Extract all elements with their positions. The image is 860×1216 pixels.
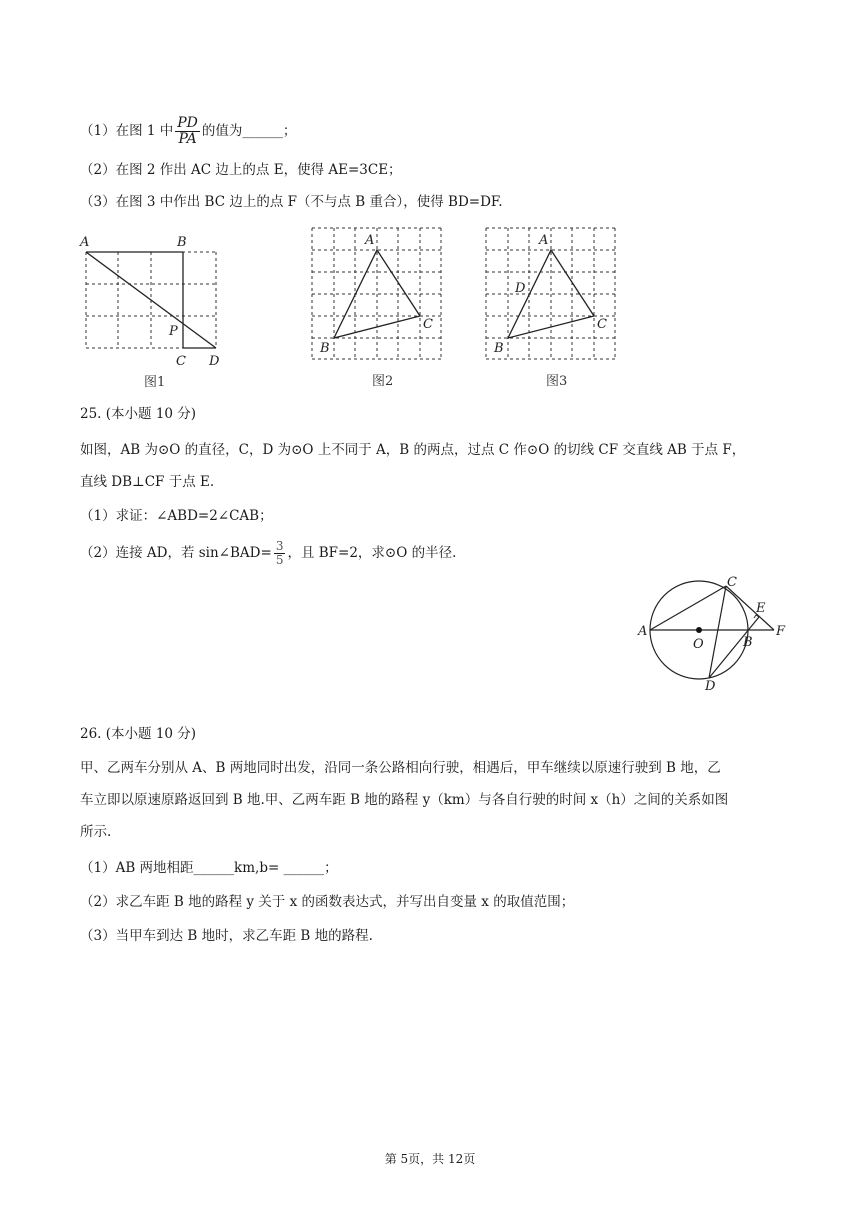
fig2-label-b: B [320, 341, 330, 356]
q25-part1: （1）求证：∠ABD=2∠CAB； [80, 508, 273, 524]
page-footer: 第 5页，共 12页 [384, 1152, 476, 1166]
q26-stem-line1: 甲、乙两车分别从 A、B 两地同时出发，沿同一条公路相向行驶，相遇后，甲车继续以原速行驶到 B 地，乙 [80, 760, 721, 776]
figure-1 [70, 228, 240, 402]
fig3-label-b: B [494, 341, 504, 356]
fig1-label-p: P [169, 324, 178, 339]
fig1-label-c: C [176, 354, 186, 369]
q26-part2: （2）求乙车距 B 地的路程 y 关于 x 的函数表达式，并写出自变量 x 的取值范围； [80, 894, 575, 910]
q26-stem-line2: 车立即以原速原路返回到 B 地.甲、乙两车距 B 地的路程 y（km）与各自行驶的时间 x（h）之间的关系如图 [80, 792, 729, 808]
q25-stem-line1: 如图，AB 为⊙O 的直径，C，D 为⊙O 上不同于 A，B 的两点，过点 C 作⊙O 的切线 CF 交直线 AB 于点 F， [80, 442, 746, 458]
circle-label-e: E [756, 601, 766, 616]
fig1-label-d: D [209, 354, 220, 369]
fig2-caption: 图2 [372, 374, 394, 389]
fig1-label-b: B [177, 235, 187, 250]
q26-heading: 26. (本小题 10 分) [80, 726, 197, 742]
fig3-label-c: C [597, 317, 607, 332]
circle-figure [630, 572, 800, 701]
fig1-caption: 图1 [144, 375, 166, 390]
q26-part3: （3）当甲车到达 B 地时，求乙车距 B 地的路程. [80, 928, 373, 944]
circle-label-a: A [638, 624, 648, 639]
fig3-label-a: A [539, 233, 549, 248]
q24-part2: （2）在图 2 作出 AC 边上的点 E，使得 AE=3CE； [80, 162, 402, 178]
q24-part3: （3）在图 3 中作出 BC 边上的点 F（不与点 B 重合），使得 BD=DF. [80, 194, 503, 210]
fig1-label-a: A [80, 235, 90, 250]
q26-stem-line3: 所示. [80, 824, 112, 840]
q25-stem-line2: 直线 DB⊥CF 于点 E. [80, 474, 215, 490]
circle-label-d: D [705, 679, 716, 694]
circle-label-b: B [743, 635, 753, 650]
q25-part2: （2）连接 AD，若 sin∠BAD= $\frac{3}{5}$ ，且 BF=2，求⊙O 的半径. [80, 539, 457, 567]
figure-2 [306, 220, 456, 394]
q26-part1: （1）AB 两地相距______km,b= ______； [80, 860, 338, 876]
q24-part1: （1）在图 1 中 $\frac{PD}{PA}$ 的值为______； [80, 115, 297, 147]
pd-pa-fraction: $\frac{PD}{PA}$ [177, 115, 198, 147]
circle-label-f: F [776, 624, 786, 639]
circle-label-o: O [693, 637, 704, 652]
fig2-label-c: C [423, 317, 433, 332]
figure-3 [480, 220, 630, 394]
fig3-caption: 图3 [546, 374, 568, 389]
q25-heading: 25. (本小题 10 分) [80, 406, 197, 422]
sin-fraction: $\frac{3}{5}$ [275, 539, 284, 567]
fig2-label-a: A [365, 233, 375, 248]
circle-label-c: C [727, 575, 737, 590]
fig3-label-d: D [515, 281, 526, 296]
